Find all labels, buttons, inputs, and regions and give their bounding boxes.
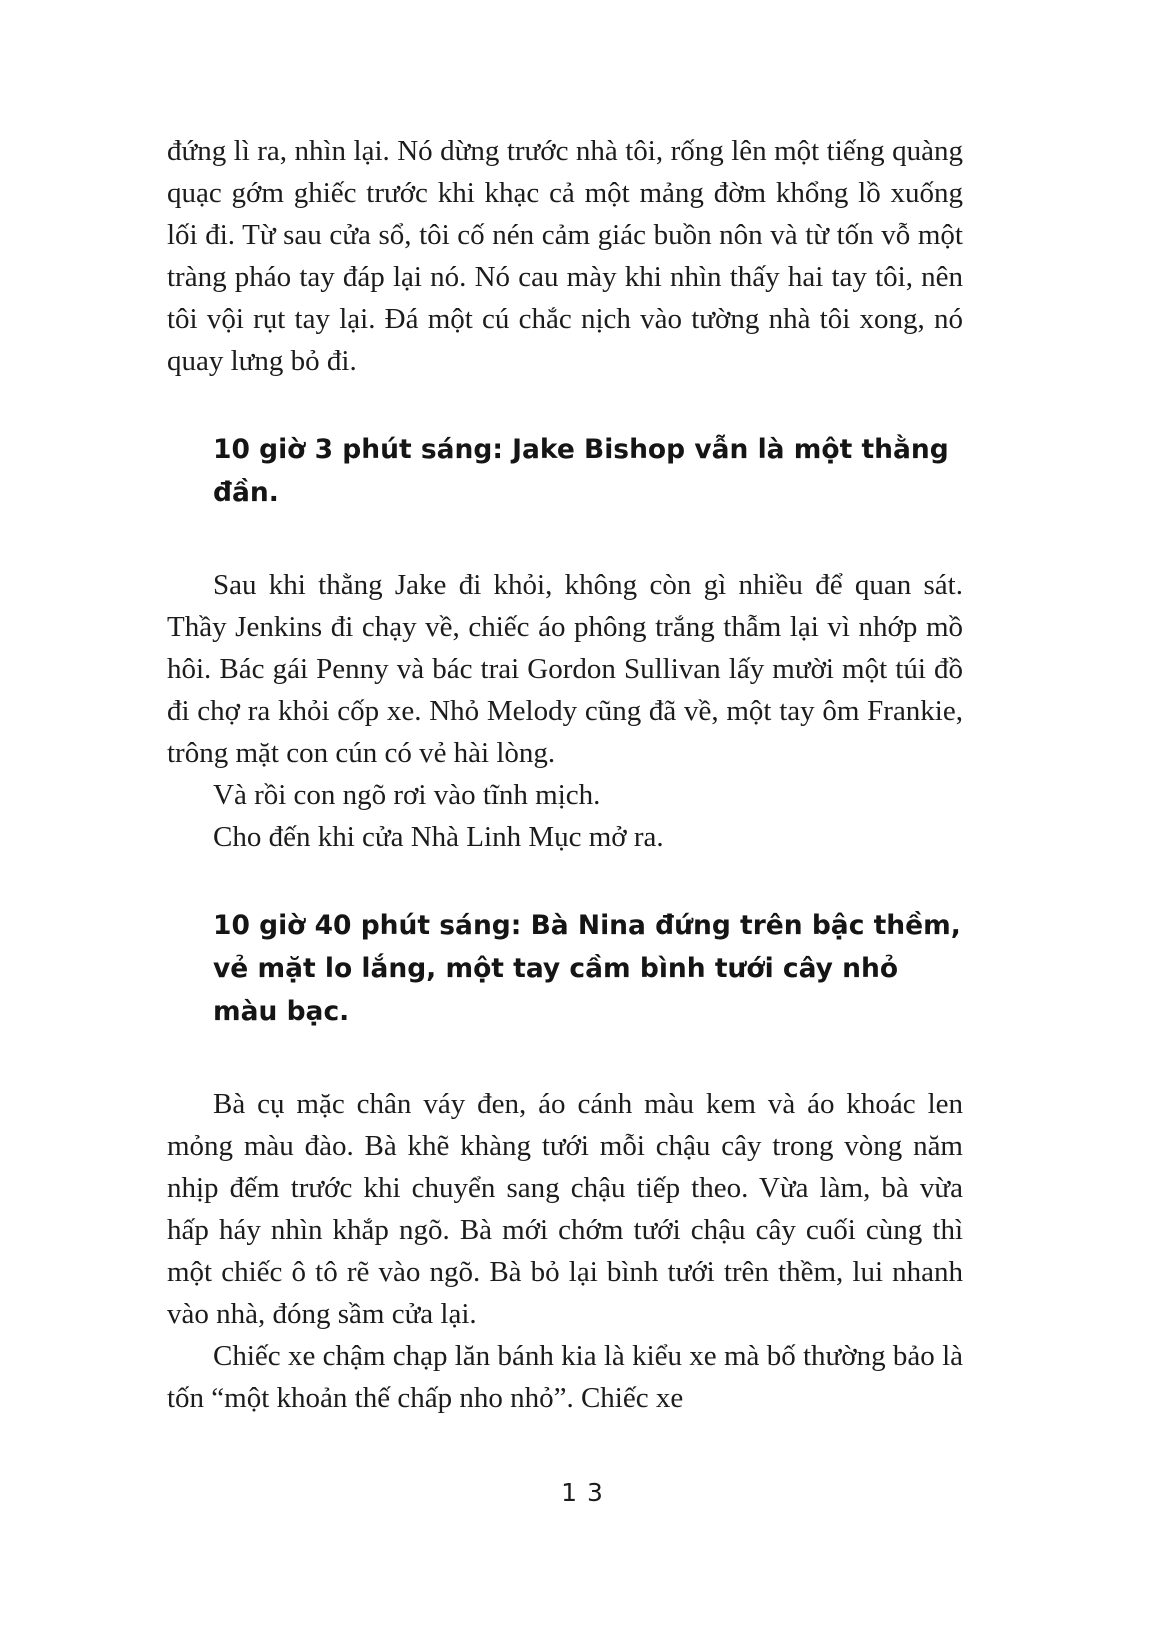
- section-heading-time-entry: 10 giờ 40 phút sáng: Bà Nina đứng trên bậc thềm, vẻ mặt lo lắng, một tay cầm bình tưới cây nhỏ màu bạc.: [213, 910, 961, 1027]
- paragraph: Sau khi thằng Jake đi khỏi, không còn gì nhiều để quan sát. Thầy Jenkins đi chạy về, chiếc áo phông trắng thẫm lại vì nhớp mồ hôi. Bác gái Penny và bác trai Gordon Sullivan lấy mười một túi đồ đi chợ ra khỏi cốp xe. Nhỏ Melody cũng đã về, một tay ôm Frankie, trông mặt con cún có vẻ hài lòng.: [167, 569, 963, 769]
- page-number: 13: [561, 1478, 613, 1507]
- section-heading-time-entry: 10 giờ 3 phút sáng: Jake Bishop vẫn là một thằng đần.: [213, 434, 949, 508]
- paragraph: Cho đến khi cửa Nhà Linh Mục mở ra.: [213, 821, 664, 853]
- paragraph: Và rồi con ngõ rơi vào tĩnh mịch.: [213, 779, 601, 811]
- paragraph: Chiếc xe chậm chạp lăn bánh kia là kiểu xe mà bố thường bảo là tốn “một khoản thế chấp nho nhỏ”. Chiếc xe: [167, 1340, 963, 1414]
- paragraph: đứng lì ra, nhìn lại. Nó dừng trước nhà tôi, rống lên một tiếng quàng quạc gớm ghiếc trước khi khạc cả một mảng đờm khổng lồ xuống lối đi. Từ sau cửa sổ, tôi cố nén cảm giác buồn nôn và từ tốn vỗ một tràng pháo tay đáp lại nó. Nó cau mày khi nhìn thấy hai tay tôi, nên tôi vội rụt tay lại. Đá một cú chắc nịch vào tường nhà tôi xong, nó quay lưng bỏ đi.: [167, 135, 963, 377]
- text-column: [167, 130, 963, 1419]
- paragraph: Bà cụ mặc chân váy đen, áo cánh màu kem và áo khoác len mỏng màu đào. Bà khẽ khàng tưới mỗi chậu cây trong vòng năm nhịp đếm trước khi chuyển sang chậu tiếp theo. Vừa làm, bà vừa hấp háy nhìn khắp ngõ. Bà mới chớm tưới chậu cây cuối cùng thì một chiếc ô tô rẽ vào ngõ. Bà bỏ lại bình tưới trên thềm, lui nhanh vào nhà, đóng sầm cửa lại.: [167, 1088, 963, 1330]
